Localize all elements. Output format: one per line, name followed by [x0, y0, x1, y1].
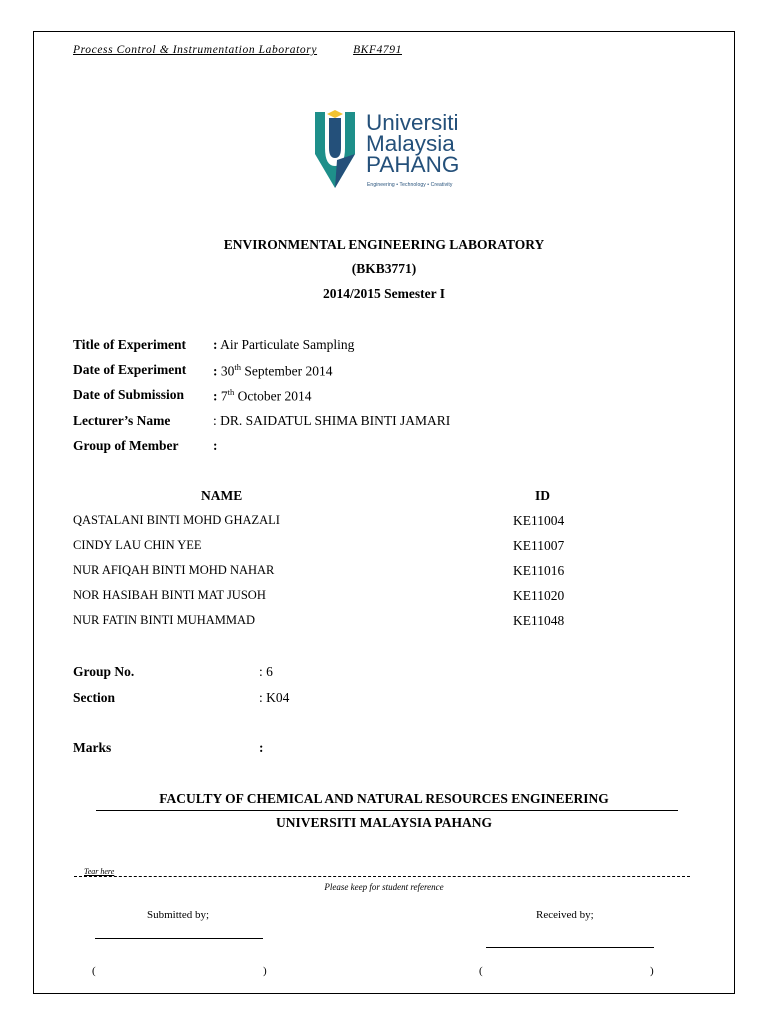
logo-line-1: Universiti [366, 110, 459, 135]
table-row-id: KE11048 [513, 613, 565, 628]
id-column-header: ID [535, 488, 551, 503]
section-value: : K04 [259, 690, 290, 705]
table-row-id: KE11007 [513, 538, 565, 553]
group-no-label: Group No. [73, 664, 135, 679]
university-logo-text [366, 112, 459, 175]
table-row-name: NOR HASIBAH BINTI MAT JUSOH [73, 588, 266, 602]
lecturer-label: Lecturer’s Name [73, 413, 171, 428]
experiment-title-label: Title of Experiment [73, 337, 186, 352]
logo-line-2: Malaysia [366, 131, 455, 156]
faculty-underline [96, 810, 678, 811]
lab-code: (BKB3771) [351, 261, 417, 276]
experiment-date-value: : 30th September 2014 [213, 362, 333, 379]
experiment-date-label: Date of Experiment [73, 362, 187, 377]
university-name: UNIVERSITI MALAYSIA PAHANG [275, 815, 493, 830]
received-by-label: Received by; [536, 909, 594, 921]
table-row-id: KE11020 [513, 588, 565, 603]
keep-note: Please keep for student reference [324, 882, 444, 892]
tear-here-label: Tear here [84, 867, 115, 876]
experiment-title-value: : Air Particulate Sampling [213, 337, 355, 352]
course-code: BKF4791 [353, 44, 402, 56]
table-row-id: KE11016 [513, 563, 565, 578]
submitted-signature-line [95, 938, 263, 939]
name-column-header: NAME [201, 488, 243, 503]
tear-line [74, 876, 690, 877]
submission-date-label: Date of Submission [73, 387, 185, 402]
course-name: Process Control & Instrumentation Laboratory [73, 44, 318, 56]
faculty-name: FACULTY OF CHEMICAL AND NATURAL RESOURCES ENGINEERING [159, 791, 609, 806]
submitted-paren-close: ) [263, 965, 267, 977]
received-paren-open: ( [479, 965, 483, 977]
table-row-name: CINDY LAU CHIN YEE [73, 538, 202, 552]
marks-value: : [259, 740, 264, 755]
received-paren-close: ) [650, 965, 654, 977]
table-row-name: NUR FATIN BINTI MUHAMMAD [73, 613, 256, 627]
table-row-id: KE11004 [513, 513, 565, 528]
received-signature-line [486, 947, 654, 948]
course-header [73, 44, 402, 56]
marks-label: Marks [73, 740, 112, 755]
submitted-by-label: Submitted by; [147, 909, 210, 921]
table-row-name: NUR AFIQAH BINTI MOHD NAHAR [73, 563, 275, 577]
submitted-paren-open: ( [92, 965, 96, 977]
semester: 2014/2015 Semester I [323, 286, 445, 301]
group-member-colon: : [213, 438, 218, 453]
table-row-name: QASTALANI BINTI MOHD GHAZALI [73, 513, 280, 527]
lecturer-value: : DR. SAIDATUL SHIMA BINTI JAMARI [213, 413, 451, 428]
logo-line-3: PAHANG [366, 152, 460, 177]
submission-date-value: : 7th October 2014 [213, 387, 312, 404]
lab-title: ENVIRONMENTAL ENGINEERING LABORATORY [223, 237, 545, 252]
section-label: Section [73, 690, 115, 705]
logo-tagline: Engineering • Technology • Creativity [367, 182, 453, 188]
group-no-value: : 6 [259, 664, 273, 679]
group-member-label: Group of Member [73, 438, 179, 453]
